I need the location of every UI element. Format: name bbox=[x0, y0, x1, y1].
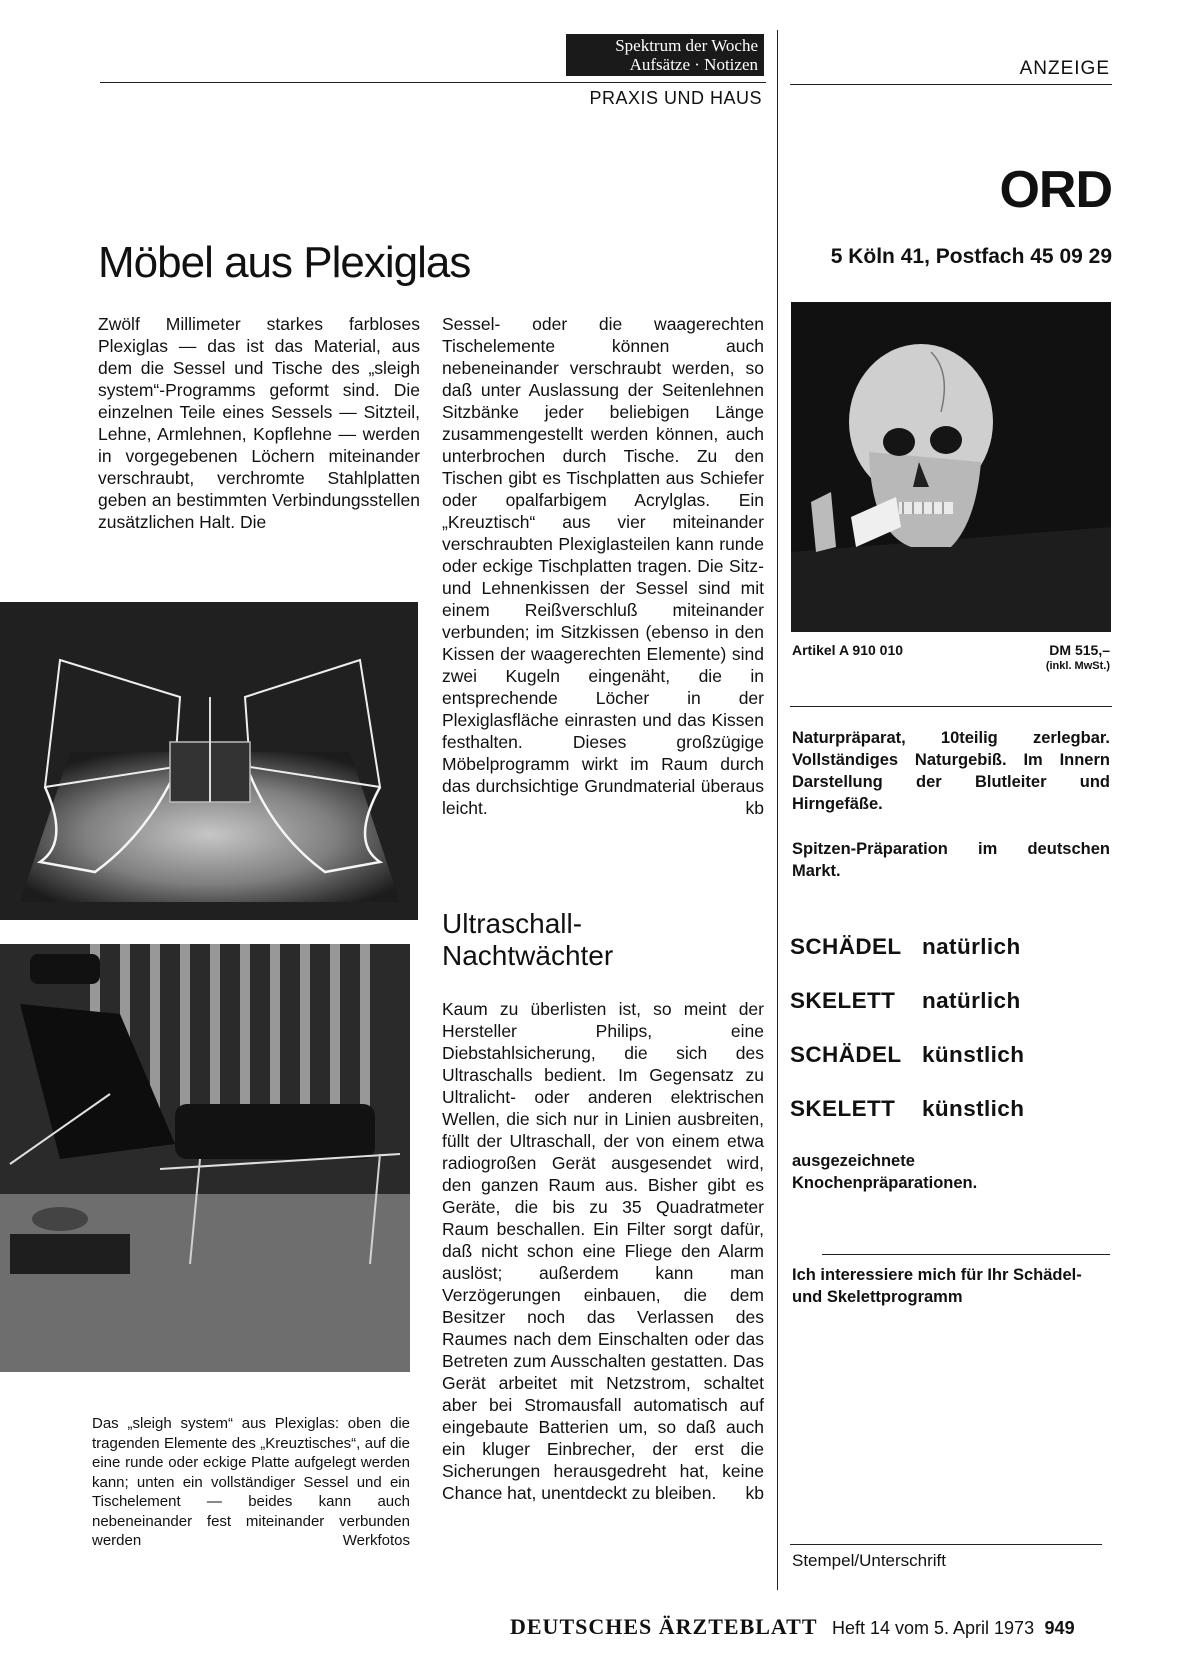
ad-stamp-label: Stempel/Unterschrift bbox=[792, 1551, 946, 1570]
ad-skull-photo bbox=[791, 302, 1111, 632]
header-rule-right bbox=[790, 84, 1112, 85]
page-footer bbox=[510, 1614, 1075, 1640]
section-label: PRAXIS UND HAUS bbox=[589, 88, 762, 108]
article-2-text: Kaum zu überlisten ist, so meint der Hersteller Philips, eine Diebstahlsicherung, die sich des Ultraschalls bedient. Im Gegensatz zu Ultralicht- oder anderen elektrischen Wellen, die sich nur in Linien ausbreiten, füllt der Ultraschall, der von einem etwa radiogroßen Gerät ausgesendet wird, den ganzen Raum aus. Bisher gibt es Geräte, die bis zu 35 Quadratmeter Raum beschallen. Ein Filter sorgt dafür, daß nicht schon eine Fliege den Alarm auslöst; außerdem kann man Verzögerungen einbauen, die dem Besitzer noch das Verlassen des Raumes nach dem Einschalten oder das Betreten zum Ausschalten gestatten. Das Gerät arbeitet mit Netzstrom, schaltet aber bei Stromausfall automatisch auf eingebaute Batterien um, so daß auch ein kluger Einbrecher, der erst die Sicherungen herausgedreht hat, keine Chance hat, unentdeckt zu bleiben. bbox=[442, 999, 764, 1503]
ad-product-kind: natürlich bbox=[922, 988, 1021, 1013]
ad-label: ANZEIGE bbox=[1019, 58, 1110, 79]
badge-line-1: Spektrum der Woche bbox=[615, 36, 758, 55]
skull-illustration bbox=[791, 302, 1111, 632]
ad-product-type: SCHÄDEL bbox=[790, 1042, 902, 1067]
ad-price-note: (inkl. MwSt.) bbox=[1045, 660, 1110, 672]
photo-caption-text: Das „sleigh system“ aus Plexiglas: oben die tragenden Elemente des „Kreuztisches“, auf die eine runde oder eckige Platte aufgelegt werden kann; unten ein vollständiger Sessel und ein Tischelement — beides kann auch nebeneinander fest miteinander verbunden werden bbox=[92, 1415, 410, 1549]
ad-address: 5 Köln 41, Postfach 45 09 29 bbox=[830, 245, 1112, 268]
article-column-1: Zwölf Millimeter starkes farbloses Plexiglas — das ist das Material, aus dem die Sessel und Tische des „sleigh system“-Programms geformt sind. Die einzelnen Teile eines Sessels — Sitzteil, Lehne, Armlehnen, Kopflehne — werden in vorgegebenen Löchern miteinander verschraubt, verchromte Stahlplatten geben an bestimmten Verbindungsstellen zusätzlichen Halt. Die bbox=[98, 314, 420, 532]
footer-page-number: 949 bbox=[1044, 1618, 1075, 1638]
ad-article-number: Artikel A 910 010 bbox=[792, 642, 904, 658]
ad-product-item bbox=[790, 1042, 1112, 1096]
kreuztisch-illustration bbox=[0, 602, 418, 920]
ad-description-2: Spitzen-Präparation im deutschen Markt. bbox=[792, 840, 1110, 880]
ad-product-list bbox=[790, 934, 1112, 1150]
article-column-2-text: Sessel- oder die waagerechten Tischelemente können auch nebeneinander verschraubt werden, so daß unter Auslassung der Seitenlehnen Sitzbänke jeder beliebigen Länge zusammengestellt werden können, auch unterbrochen durch Tische. Zu den Tischen gibt es Tischplatten aus Schiefer oder opalfarbigem Acrylglas. Ein „Kreuztisch“ aus vier miteinander verschraubten Plexiglasteilen kann runde oder eckige Tischplatten tragen. Die Sitz- und Lehnenkissen der Sessel sind mit einem Reißverschluß miteinander verbunden; im Sitzkissen (ebenso in den Kissen der waagerechten Elemente) sind zwei Kugeln eingenäht, die in entsprechende Löcher in der Plexiglasfläche einrasten und das Kissen festhalten. Dieses großzügige Möbelprogramm wirkt im Raum durch das durchsichtige Grundmaterial überaus leicht. bbox=[442, 314, 764, 818]
badge-line-2: Aufsätze · Notizen bbox=[629, 55, 758, 74]
ad-product-type: SKELETT bbox=[790, 988, 896, 1013]
ad-product-kind: künstlich bbox=[922, 1042, 1025, 1067]
article-2-title bbox=[442, 908, 613, 972]
footer-issue: Heft 14 vom 5. April 1973 bbox=[831, 1618, 1035, 1638]
ad-product-type: SCHÄDEL bbox=[790, 934, 902, 959]
column-divider bbox=[777, 30, 778, 1590]
article-2-title-line-1: Ultraschall- bbox=[442, 908, 583, 939]
ad-tagline: ausgezeichnete Knochenpräparationen. bbox=[792, 1152, 978, 1192]
article-2-title-line-2: Nachtwächter bbox=[442, 940, 614, 971]
ad-product-kind: künstlich bbox=[922, 1096, 1025, 1121]
sessel-illustration bbox=[0, 944, 410, 1372]
article-title: Möbel aus Plexiglas bbox=[98, 238, 471, 287]
section-badge bbox=[566, 34, 764, 76]
photo-credit: Werkfotos bbox=[342, 1532, 410, 1549]
ad-price: DM 515,– bbox=[1049, 642, 1110, 658]
ad-form-rule bbox=[822, 1254, 1110, 1255]
header-rule-left bbox=[100, 82, 766, 83]
article-1-signature: kb bbox=[745, 798, 764, 818]
ad-description: Naturpräparat, 10teilig zerlegbar. Vollständiges Naturgebiß. Im Innern Darstellung der Blutleiter und Hirngefäße. bbox=[792, 729, 1110, 813]
photo-caption bbox=[92, 1414, 410, 1551]
ad-product-item bbox=[790, 1096, 1112, 1150]
footer-magazine: DEUTSCHES ÄRZTEBLATT bbox=[510, 1614, 818, 1639]
ad-product-item bbox=[790, 988, 1112, 1042]
ad-interest-coupon[interactable]: Ich interessiere mich für Ihr Schädel- und Skelettprogramm bbox=[792, 1266, 1082, 1306]
article-column-2 bbox=[442, 313, 764, 819]
photo-kreuztisch bbox=[0, 602, 418, 920]
ad-product-item bbox=[790, 934, 1112, 988]
ad-rule-1 bbox=[790, 706, 1112, 707]
article-2-signature: kb bbox=[745, 1483, 764, 1503]
photo-sessel bbox=[0, 944, 410, 1372]
article-2-body bbox=[442, 998, 764, 1504]
ad-signature-line[interactable] bbox=[790, 1544, 1102, 1545]
ad-product-type: SKELETT bbox=[790, 1096, 896, 1121]
ad-product-kind: natürlich bbox=[922, 934, 1021, 959]
ad-brand: ORD bbox=[999, 161, 1112, 219]
